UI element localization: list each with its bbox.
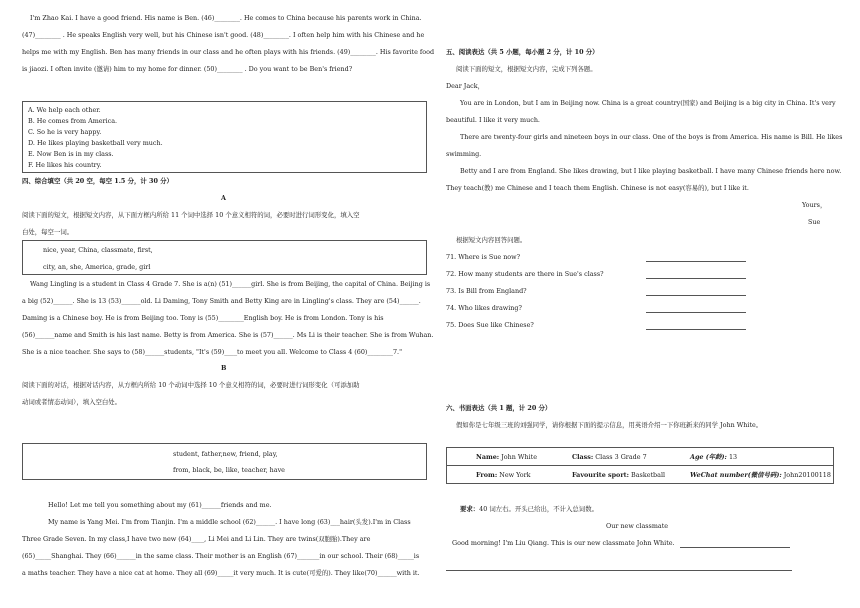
passage-c-line-1: Hello! Let me tell you something about my (61)______friends and me. [48,501,272,509]
info-name: Name: John White [476,453,537,461]
instruction-b-line-2: 动词或者情态动词），填入空白处。 [22,398,122,406]
word-box-b-line-2: from, black, be, like, teacher, have [173,466,285,474]
option-d: D. He likes playing basketball very much. [28,139,163,147]
info-age: Age (年龄): 13 [690,453,738,461]
word-box-b [22,443,427,480]
letter-line-3: There are twenty-four girls and nineteen boys in our class. One of the boys is from America. His name is Bill. He likes [460,133,843,141]
info-sport: Favourite sport: Basketball [572,471,666,479]
passage-b-line-1: Wang Lingling is a student in Class 4 Grade 7. She is a(n) (51)______girl. She is from Beijing, the capital of China. Beijing is [30,280,431,288]
option-f: F. He likes his country. [28,161,102,169]
answer-line-72[interactable] [646,278,746,279]
option-a: A. We help each other. [28,106,101,114]
letter-line-2: beautiful. I like it very much. [446,116,540,124]
answer-line-71[interactable] [646,261,746,262]
passage-c-line-5: a maths teacher. They have a nice cat at home. They all (69)_____it very much. It is cute(可爱的). They like(70)______with it. [22,569,420,577]
passage-c-line-2: My name is Yang Mei. I'm from Tianjin. I'm a middle school (62)______. I have long (63)___hair(头发).I'm in Class [48,518,411,526]
passage-b-line-2: a big (52)______. She is 13 (53)______old. Li Daming, Tony Smith and Betty King are in Lingling's class. They are (54)______. [22,297,421,305]
letter-line-1: You are in London, but I am in Beijing now. China is a great country(国家) and Beijing is a big city in China. It's very [460,99,836,107]
letter-line-4: swimming. [446,150,482,158]
answer-line-74[interactable] [646,312,746,313]
passage-a-line-1: I'm Zhao Kai. I have a good friend. His name is Ben. (46)________. He comes to China because his parents work in China. [30,14,422,22]
letter-closing: Yours， [802,201,827,209]
info-class: Class: Class 3 Grade 7 [572,453,647,461]
passage-b-line-5: She is a nice teacher. She says to (58)______students, "It's (59)____to meet you all. Welcome to Class 4 (60)________7." [22,348,403,356]
question-75: 75. Does Sue like Chinese? [446,321,534,329]
passage-b-line-3: Daming is a Chinese boy. He is from Beijing too. Tony is (55)________English boy. He is from London. Tony is his [22,314,384,322]
passage-b-line-4: (56)______name and Smith is his last name. Betty is from America. She is (57)______. Ms Li is their teacher. She is from Wuhan. [22,331,434,339]
question-72: 72. How many students are there in Sue's class? [446,270,604,278]
part-b-label: B [221,364,227,372]
question-74: 74. Who likes drawing? [446,304,522,312]
instruction-b-line-1: 阅读下面的对话，根据对话内容，从方框内所给 10 个动词中选择 10 个意义相符的词，必要时进行词形变化（可添加助 [22,381,360,389]
passage-a-line-2: (47)________ . He speaks English very well, but his Chinese isn't good. (48)________. I often help him with his Chinese and he [22,31,425,39]
passage-c-line-4: (65)_____Shanghai. They (66)______in the same class. Their mother is an English (67)_______in our school. Their (68)_____is [22,552,420,560]
passage-a-line-3: helps me with my English. Ben has many friends in our class and he often plays with his friends. (49)________. His favorite food [22,48,435,56]
letter-salutation: Dear Jack， [446,82,485,90]
letter-signature: Sue [808,218,821,226]
section-6-instruction: 假如你是七年级三班的刘强同学，请你根据下面的提示信息，用英语介绍一下你班新来的同学 John White。 [456,421,763,429]
answer-line-75[interactable] [646,329,746,330]
section-4-title: 四、综合填空（共 20 空，每空 1.5 分，计 30 分） [22,177,173,185]
option-b: B. He comes from America. [28,117,118,125]
essay-line-1[interactable] [680,547,790,548]
option-e: E. Now Ben is in my class. [28,150,114,158]
answer-line-73[interactable] [646,295,746,296]
letter-line-6: They teach(教) me Chinese and I teach them English. Chinese is not easy(容易的), but I like it. [446,184,749,192]
word-box-b-line-1: student, father,new, friend, play, [173,450,278,458]
letter-line-5: Betty and I are from England. She likes drawing, but I like playing basketball. I have many Chinese friends here now. [460,167,842,175]
option-c: C. So he is very happy. [28,128,102,136]
passage-c-line-3: Three Grade Seven. In my class,I have two new (64)____, Li Mei and Li Lin. They are twins(双胞胎).They are [22,535,371,543]
word-box-a-line-2: city, an, she, America, grade, girl [43,263,151,271]
essay-line-2[interactable] [446,570,792,571]
instruction-a-line-2: 白处，每空一词。 [22,228,74,236]
section-5-instruction: 阅读下面的短文，根据短文内容，完成下列各题。 [456,65,597,73]
answer-instruction: 根据短文内容回答问题。 [456,236,527,244]
section-5-title: 五、阅读表达（共 5 小题，每小题 2 分，计 10 分） [446,48,599,56]
instruction-a-line-1: 阅读下面的短文，根据短文内容，从下面方框内所给 11 个词中选择 10 个意义相符的词，必要时进行词形变化，填入空 [22,211,360,219]
info-table-divider [446,465,834,466]
info-wechat: WeChat number(微信号码): John20100118 [690,471,831,479]
question-71: 71. Where is Sue now? [446,253,521,261]
essay-title: Our new classmate [606,522,669,530]
section-6-title: 六、书面表达（共 1 题，计 20 分） [446,404,552,412]
part-a-label: A [221,194,226,202]
info-from: From: New York [476,471,531,479]
word-box-a-line-1: nice, year, China, classmate, first, [43,246,153,254]
requirements: 要求：40 词左右。开头已给出，不计入总词数。 [460,505,598,513]
essay-start: Good morning! I'm Liu Qiang. This is our new classmate John White. [452,539,675,547]
question-73: 73. Is Bill from England? [446,287,527,295]
passage-a-line-4: is jiaozi. I often invite (邀请) him to my home for dinner. (50)________ . Do you want to be Ben's friend? [22,65,353,73]
